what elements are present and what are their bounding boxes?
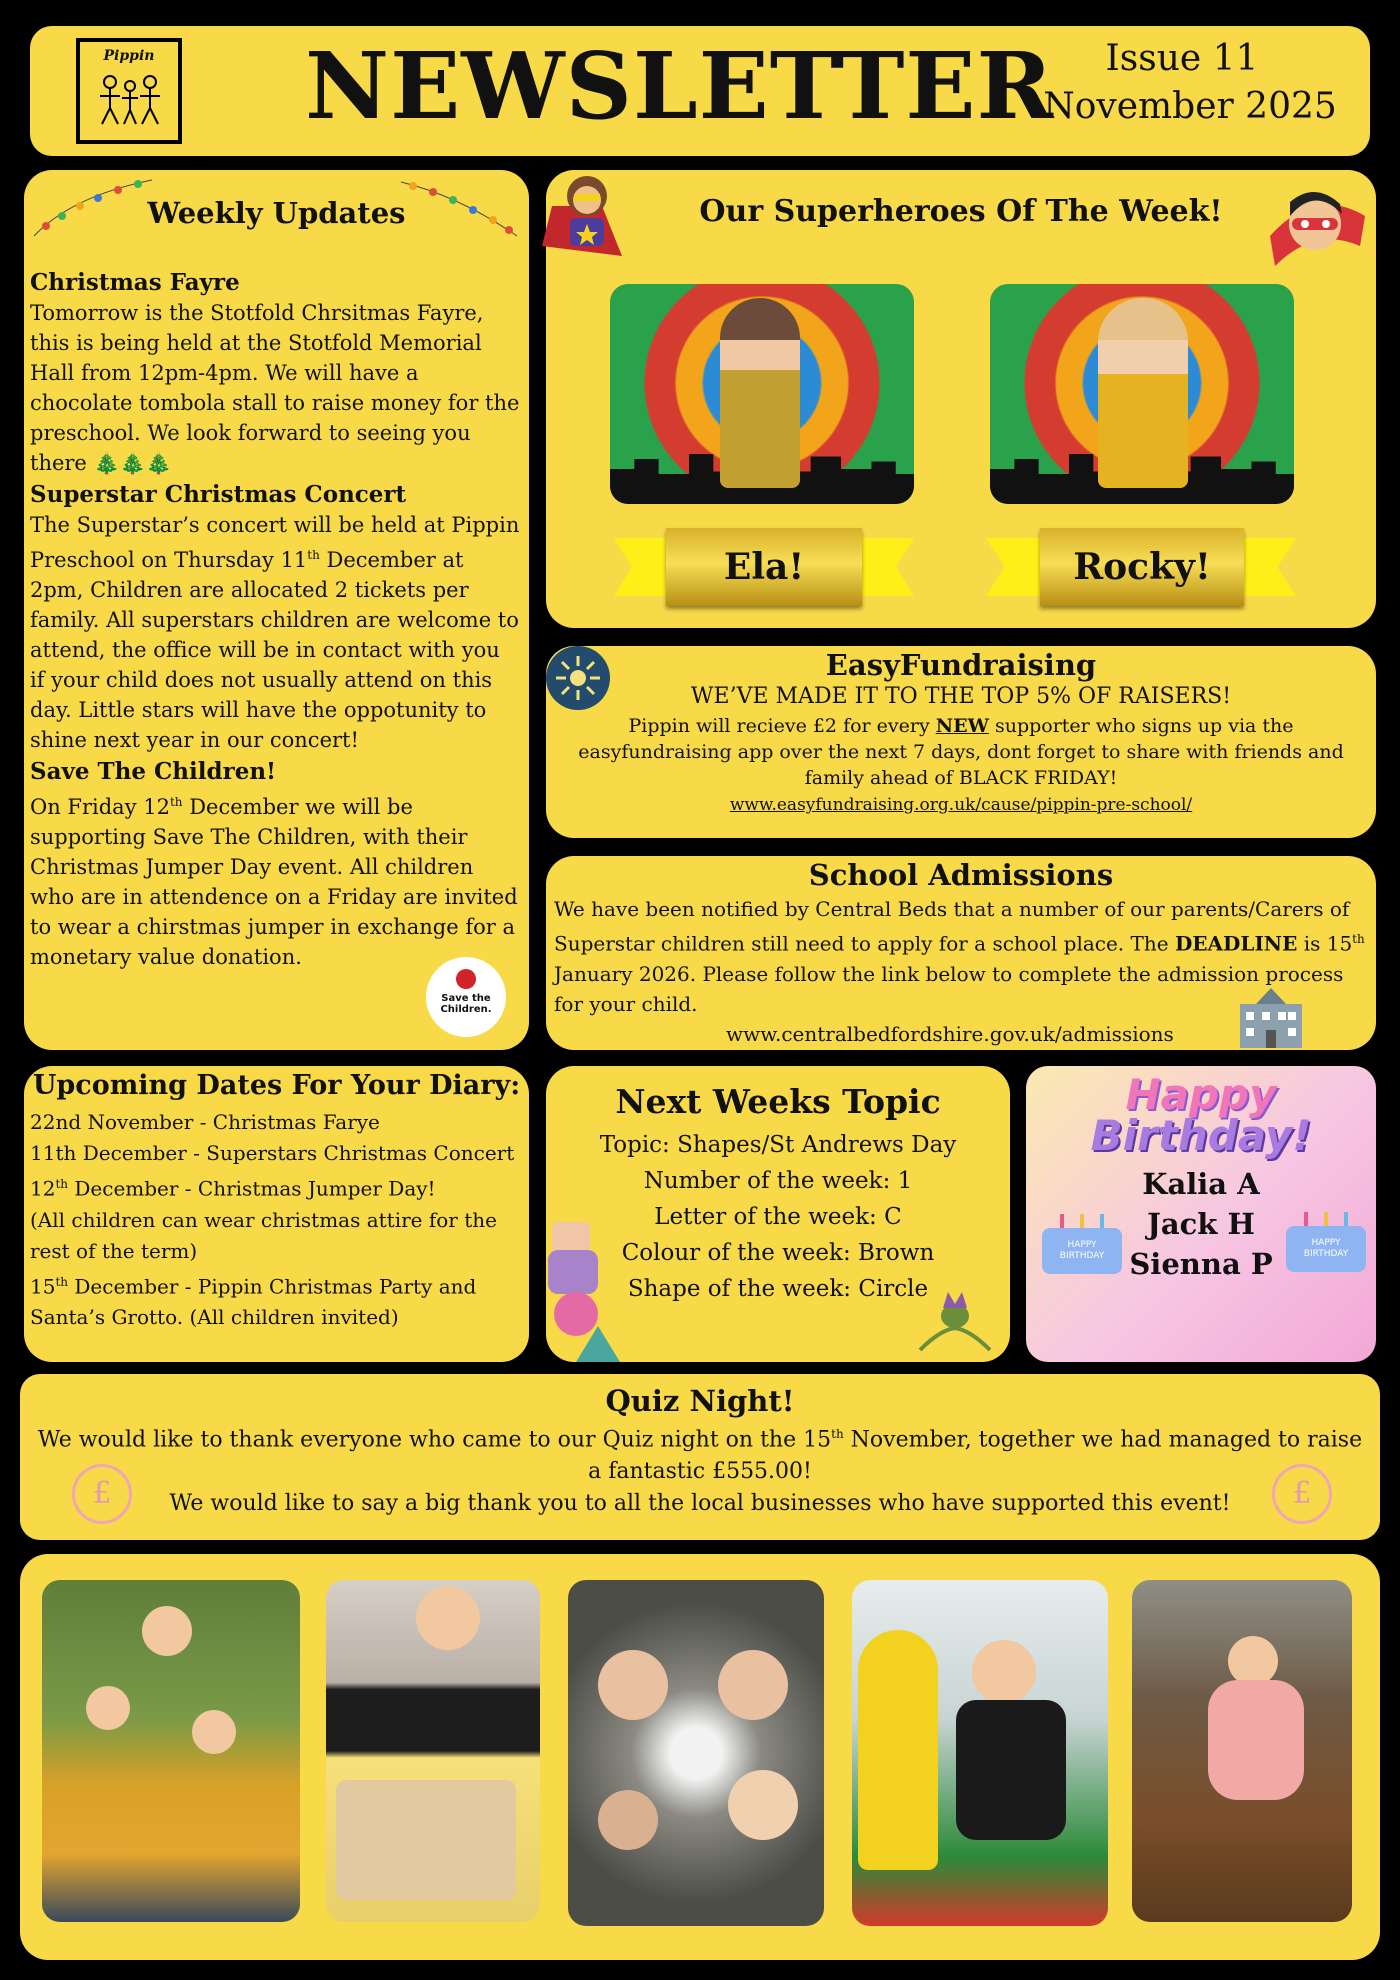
concert-sup: th bbox=[307, 548, 320, 562]
quiz-title: Quiz Night! bbox=[605, 1384, 795, 1418]
concert-heading: Superstar Christmas Concert bbox=[30, 481, 407, 508]
quiz-line-1-b: November, together we had managed to raise bbox=[843, 1427, 1363, 1453]
child-figure bbox=[1098, 298, 1188, 488]
christmas-fayre-heading: Christmas Fayre bbox=[30, 269, 240, 296]
fundraising-text-b: supporter who signs up via the easyfundraising app over the next 7 days, dont forget to share with friends and family ahead of BLACK FRIDAY! bbox=[578, 715, 1344, 789]
diary-line-3-rest: December - Christmas Jumper Day! bbox=[68, 1176, 436, 1201]
stc-logo-line2: Children. bbox=[440, 1004, 492, 1015]
birthday-panel bbox=[1026, 1066, 1376, 1362]
stc-logo-line1: Save the bbox=[441, 993, 491, 1004]
topic-line-2: Number of the week: 1 bbox=[643, 1168, 913, 1194]
gallery-photo-puzzle bbox=[326, 1580, 540, 1922]
topic-panel bbox=[546, 1066, 1010, 1362]
ribbon-label: Rocky! bbox=[1040, 528, 1244, 606]
quiz-panel bbox=[20, 1374, 1380, 1540]
diary-line-5-num: 15 bbox=[30, 1274, 56, 1299]
name-ribbon-rocky bbox=[986, 528, 1296, 608]
topic-line-4: Colour of the week: Brown bbox=[621, 1240, 935, 1266]
birthday-name-2: Jack H bbox=[1147, 1207, 1255, 1241]
cake-label-1: HAPPY bbox=[1311, 1238, 1341, 1248]
issue-number: Issue 11 bbox=[1105, 38, 1259, 79]
diary-panel bbox=[24, 1066, 529, 1362]
ribbon-label: Ela! bbox=[666, 528, 862, 606]
admissions-text-b: is 15 bbox=[1297, 931, 1353, 956]
shapes-icon bbox=[546, 1222, 626, 1362]
cake-label-1: HAPPY bbox=[1067, 1240, 1097, 1250]
topic-line-5: Shape of the week: Circle bbox=[627, 1276, 929, 1302]
quiz-line-3: We would like to say a big thank you to all the local businesses who have supported this event! bbox=[169, 1491, 1231, 1517]
topic-line-1: Topic: Shapes/St Andrews Day bbox=[599, 1132, 957, 1158]
superheroes-title: Our Superheroes Of The Week! bbox=[699, 194, 1223, 229]
header-panel bbox=[30, 26, 1370, 156]
superhero-photo-ela bbox=[610, 284, 914, 504]
save-children-heading: Save The Children! bbox=[30, 758, 277, 785]
gallery-photo-woodland bbox=[1132, 1580, 1352, 1922]
issue-date: November 2025 bbox=[1043, 86, 1337, 127]
cake-label-2: BIRTHDAY bbox=[1059, 1251, 1105, 1261]
newsletter-title: NEWSLETTER bbox=[305, 32, 1055, 140]
superhero-girl-icon bbox=[532, 166, 642, 276]
diary-line-3-sup: th bbox=[55, 1177, 69, 1191]
diary-line-3-num: 12 bbox=[30, 1176, 56, 1201]
easyfundraising-link[interactable]: www.easyfundraising.org.uk/cause/pippin-pre-school/ bbox=[729, 795, 1193, 815]
birthday-name-3: Sienna P bbox=[1129, 1247, 1273, 1281]
pound-coin-left-icon bbox=[72, 1464, 132, 1524]
diary-line-1: 22nd November - Christmas Farye bbox=[30, 1110, 380, 1134]
christmas-fayre-text: Tomorrow is the Stotfold Chrsitmas Fayre, this is being held at the Stotfold Memorial Hall from 12pm-4pm. We will have a chocolate tombola stall to raise money for the preschool. We look forward to seeing you there bbox=[30, 301, 520, 475]
coin-symbol: £ bbox=[92, 1476, 112, 1511]
save-children-figure-icon bbox=[456, 969, 476, 989]
weekly-updates-panel bbox=[24, 170, 529, 1050]
diary-line-5-rest: December - Pippin Christmas Party and Santa’s Grotto. (All children invited) bbox=[30, 1274, 477, 1330]
easyfundraising-title: EasyFundraising bbox=[825, 648, 1097, 682]
fundraising-text-a: Pippin will recieve £2 for every bbox=[628, 715, 936, 737]
weekly-updates-title: Weekly Updates bbox=[147, 196, 406, 230]
fairy-lights-right-icon bbox=[399, 176, 519, 246]
topic-line-3: Letter of the week: C bbox=[654, 1204, 902, 1230]
superhero-photo-rocky bbox=[990, 284, 1294, 504]
thistle-icon bbox=[910, 1290, 1000, 1360]
coin-symbol: £ bbox=[1292, 1476, 1312, 1511]
cake-label-2: BIRTHDAY bbox=[1303, 1249, 1349, 1259]
admissions-title: School Admissions bbox=[808, 858, 1114, 892]
photo-gallery-panel bbox=[20, 1554, 1380, 1960]
save-children-text-a: On Friday 12 bbox=[30, 795, 170, 819]
tree-emojis: 🎄🎄🎄 bbox=[93, 451, 172, 475]
superheroes-panel bbox=[546, 170, 1376, 628]
concert-text-a: The Superstar’s concert will be held at Pippin Preschool on Thursday 11 bbox=[30, 513, 520, 572]
gallery-photo-apple-orchard bbox=[42, 1580, 300, 1922]
easyfundraising-subtitle: WE’VE MADE IT TO THE TOP 5% OF RAISERS! bbox=[690, 684, 1232, 709]
admissions-text-a: We have been notified by Central Beds that a number of our parents/Carers of Superstar children still need to apply for a school place. The bbox=[554, 897, 1350, 956]
birthday-cake-left-icon bbox=[1042, 1214, 1122, 1274]
quiz-line-2: a fantastic £555.00! bbox=[588, 1459, 812, 1485]
diary-line-4: (All children can wear christmas attire for the rest of the term) bbox=[30, 1207, 497, 1263]
diary-line-5-sup: th bbox=[55, 1274, 69, 1289]
admissions-text-c: January 2026. Please follow the link below to complete the admission process for your child. bbox=[554, 961, 1344, 1016]
birthday-happy-text: Happy bbox=[1125, 1070, 1277, 1119]
admissions-sup: th bbox=[1352, 932, 1365, 946]
diary-line-2: 11th December - Superstars Christmas Concert bbox=[30, 1141, 515, 1165]
save-the-children-logo bbox=[426, 957, 506, 1037]
admissions-panel bbox=[546, 856, 1376, 1050]
pound-coin-right-icon bbox=[1272, 1464, 1332, 1524]
fundraising-new: NEW bbox=[935, 715, 989, 737]
birthday-birthday-text: Birthday! bbox=[1090, 1111, 1312, 1160]
child-figure bbox=[720, 298, 800, 488]
name-ribbon-ela bbox=[614, 528, 914, 608]
topic-title: Next Weeks Topic bbox=[615, 1082, 941, 1121]
admissions-deadline: DEADLINE bbox=[1174, 931, 1298, 956]
birthday-cake-right-icon bbox=[1286, 1212, 1366, 1272]
logo-text: Pippin bbox=[103, 48, 155, 64]
gallery-photo-group-selfie bbox=[568, 1580, 824, 1926]
quiz-line-1-a: We would like to thank everyone who came to our Quiz night on the 15 bbox=[37, 1427, 832, 1453]
concert-text-b: December at 2pm, Children are allocated 2 tickets per family. All superstars children are welcome to attend, the office will be in contact with you if your child does not usually attend on this day. Little stars will have the oppotunity to shine next year in our concert! bbox=[30, 548, 519, 752]
admissions-link[interactable]: www.centralbedfordshire.gov.uk/admissions bbox=[726, 1022, 1174, 1046]
save-children-sup: th bbox=[169, 795, 183, 809]
quiz-sup: th bbox=[831, 1427, 844, 1441]
easyfundraising-panel bbox=[546, 646, 1376, 838]
gallery-photo-rocket-toy bbox=[852, 1580, 1108, 1926]
superhero-boy-icon bbox=[1260, 176, 1370, 276]
easyfundraising-logo-icon bbox=[546, 646, 610, 710]
diary-title: Upcoming Dates For Your Diary: bbox=[32, 1070, 521, 1101]
school-building-icon bbox=[1236, 980, 1306, 1050]
pippin-logo bbox=[76, 38, 182, 144]
logo-figures-icon bbox=[80, 72, 178, 132]
sunburst-icon bbox=[546, 646, 610, 710]
save-children-text-b: December we will be supporting Save The Children, with their Christmas Jumper Day event. All children who are in attendence on a Friday are invited to wear a chirstmas jumper in exchange for a monetary value donation. bbox=[30, 795, 518, 969]
fairy-lights-left-icon bbox=[32, 176, 162, 246]
birthday-name-1: Kalia A bbox=[1142, 1167, 1260, 1201]
